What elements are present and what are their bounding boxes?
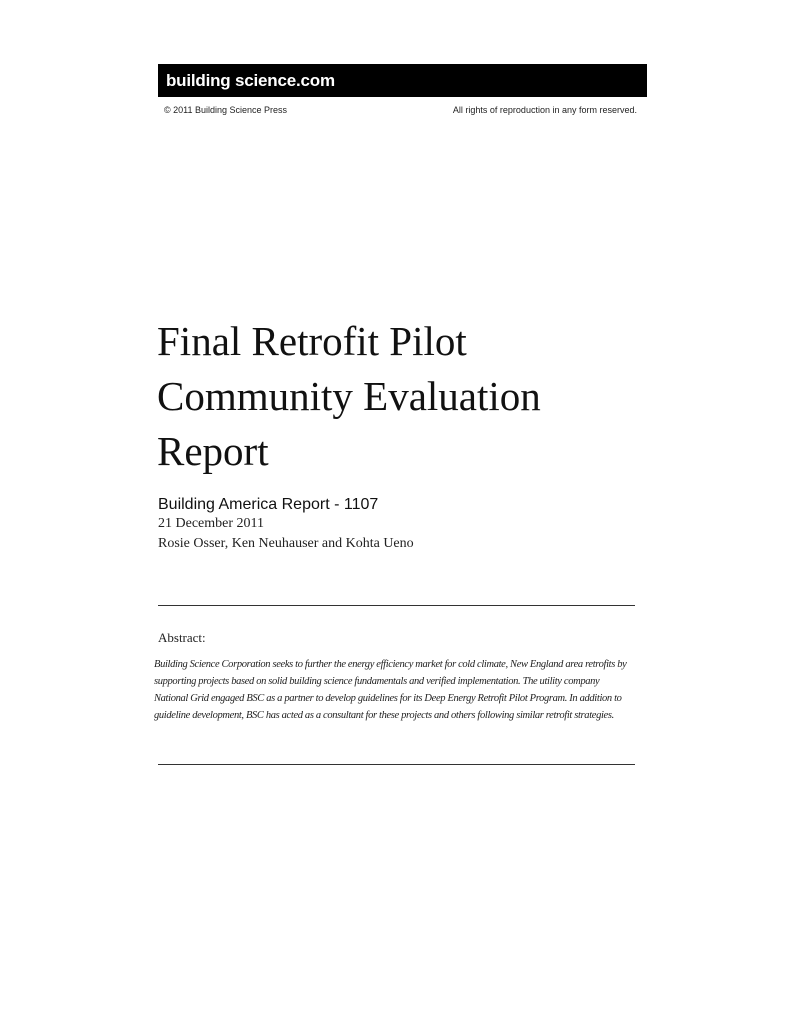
divider-top: [158, 605, 635, 606]
copyright-notice: © 2011 Building Science Press: [164, 105, 288, 115]
rights-notice: All rights of reproduction in any form reserved.: [452, 105, 637, 115]
report-authors: Rosie Osser, Ken Neuhauser and Kohta Ueno: [158, 536, 414, 551]
divider-bottom: [158, 764, 635, 765]
abstract-body: Building Science Corporation seeks to further the energy efficiency market for cold climate, New England area retrofits by supporting projects based on solid building science fundamentals and verified implementation. The utility company National Grid engaged BSC as a partner to develop guidelines for its Deep Energy Retrofit Pilot Program. In addition to guideline development, BSC has acted as a consultant for these projects and others following similar retrofit strategies.: [154, 659, 627, 721]
report-title-line: Community Evaluation: [157, 373, 541, 419]
copyright-line: [164, 104, 637, 116]
report-title-line: Final Retrofit Pilot: [157, 318, 467, 364]
site-name-banner: [158, 64, 647, 97]
report-title: [157, 314, 677, 479]
abstract-heading: Abstract:: [158, 630, 206, 645]
site-name: building science.com: [166, 71, 335, 90]
report-number: Building America Report - 1107: [158, 496, 379, 513]
report-date: 21 December 2011: [158, 516, 264, 531]
report-title-line: Report: [157, 428, 269, 474]
